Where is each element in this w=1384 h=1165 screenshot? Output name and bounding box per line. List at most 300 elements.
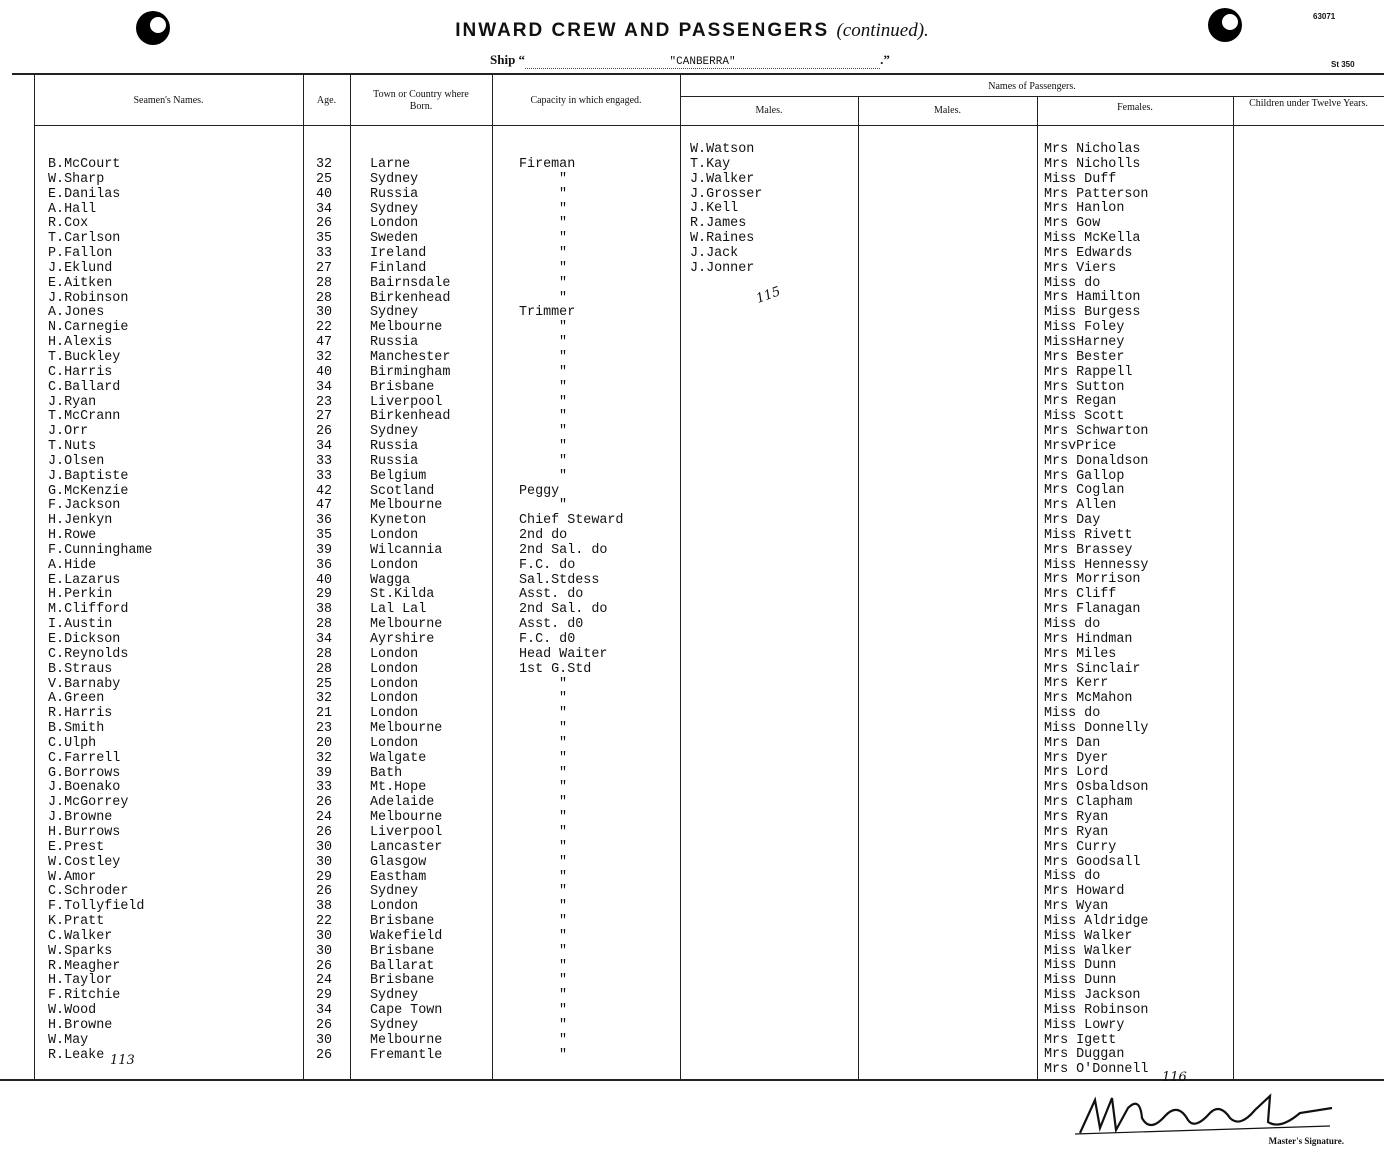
seaman-birthplace: Russia <box>370 453 419 469</box>
seaman-birthplace: Melbourne <box>370 721 443 737</box>
seaman-name: J.Robinson <box>48 290 129 306</box>
col-divider-3 <box>350 75 351 1079</box>
seaman-birthplace: Mt.Hope <box>370 780 427 796</box>
seaman-name: P.Fallon <box>48 246 113 262</box>
col-divider-6 <box>858 97 859 1079</box>
female-passenger: Mrs Sutton <box>1044 379 1125 395</box>
title-text: INWARD CREW AND PASSENGERS <box>455 20 830 41</box>
female-passenger: Miss do <box>1044 617 1101 632</box>
age-column <box>316 158 332 1063</box>
crew-count-note: 113 <box>110 1053 135 1068</box>
seaman-birthplace: Glasgow <box>370 854 427 870</box>
seaman-birthplace: Larne <box>370 157 411 172</box>
male-passenger: J.Walker <box>690 171 755 187</box>
seaman-birthplace: Lal Lal <box>370 602 427 618</box>
seaman-birthplace: St.Kilda <box>370 587 435 603</box>
seaman-name: E.Prest <box>48 839 105 855</box>
seaman-birthplace: Brisbane <box>370 943 435 959</box>
seaman-name: G.Borrows <box>48 765 121 781</box>
seaman-capacity: " <box>559 928 568 944</box>
female-passenger: Miss do <box>1044 275 1101 291</box>
seaman-name: R.Leake <box>48 1047 105 1063</box>
seaman-name: H.Burrows <box>48 824 121 840</box>
seaman-name: E.Danilas <box>48 186 121 202</box>
seaman-name: E.Aitken <box>48 275 113 291</box>
seaman-age: 34 <box>316 201 333 217</box>
seaman-name: R.Meagher <box>48 958 121 974</box>
seaman-name: B.McCourt <box>48 157 121 172</box>
seaman-capacity: " <box>559 275 568 291</box>
seaman-name: J.Eklund <box>48 260 113 276</box>
female-passenger: Mrs Goodsall <box>1044 854 1141 870</box>
seaman-capacity: " <box>559 424 568 440</box>
seaman-age: 47 <box>316 335 333 351</box>
seaman-capacity: " <box>559 379 568 395</box>
town-column <box>370 158 450 1063</box>
seaman-age: 40 <box>316 572 333 588</box>
seaman-age: 42 <box>316 483 333 499</box>
seaman-capacity: " <box>559 869 568 885</box>
seaman-name: H.Rowe <box>48 528 97 544</box>
seaman-capacity: " <box>559 1003 568 1019</box>
seaman-capacity: " <box>559 691 568 707</box>
seaman-capacity: " <box>559 914 568 930</box>
seaman-age: 30 <box>316 854 333 870</box>
seaman-age: 32 <box>316 691 333 707</box>
seaman-name: H.Alexis <box>48 335 113 351</box>
female-passenger: Mrs Gallop <box>1044 468 1125 484</box>
seaman-birthplace: London <box>370 661 419 677</box>
seaman-age: 28 <box>316 275 333 291</box>
female-passenger: Mrs Hamilton <box>1044 290 1141 306</box>
seaman-capacity: " <box>559 735 568 751</box>
female-passenger: Mrs Osbaldson <box>1044 780 1149 796</box>
female-passenger: Mrs Edwards <box>1044 245 1133 261</box>
seaman-name: H.Perkin <box>48 587 113 603</box>
seaman-capacity: Fireman <box>519 157 576 172</box>
seaman-capacity: " <box>559 364 568 380</box>
seaman-name: W.Sparks <box>48 943 113 959</box>
female-passenger: Miss Foley <box>1044 320 1125 336</box>
seaman-age: 26 <box>316 216 333 232</box>
seaman-name: J.McGorrey <box>48 795 129 811</box>
seaman-age: 26 <box>316 824 333 840</box>
seaman-age: 34 <box>316 379 333 395</box>
seaman-age: 29 <box>316 988 333 1004</box>
female-passenger: Miss Scott <box>1044 409 1125 425</box>
seaman-capacity: " <box>559 260 568 276</box>
seaman-age: 33 <box>316 468 333 484</box>
seaman-capacity: " <box>559 854 568 870</box>
female-passenger: Mrs Wyan <box>1044 899 1109 915</box>
seaman-capacity: " <box>559 973 568 989</box>
male-passenger: T.Kay <box>690 156 731 172</box>
seaman-birthplace: London <box>370 706 419 722</box>
seaman-capacity: Peggy <box>519 483 560 499</box>
female-passenger: Mrs Cliff <box>1044 587 1117 603</box>
header-females: Females. <box>1117 102 1153 113</box>
seaman-capacity: " <box>559 706 568 722</box>
header-town: Town or Country where Born. <box>373 89 469 112</box>
seaman-name: M.Clifford <box>48 602 129 618</box>
seaman-age: 38 <box>316 899 333 915</box>
seaman-capacity: " <box>559 171 568 187</box>
seaman-capacity: 2nd Sal. do <box>519 542 608 558</box>
seaman-age: 22 <box>316 914 333 930</box>
seaman-capacity: " <box>559 453 568 469</box>
header-passengers: Names of Passengers. <box>988 81 1076 92</box>
male-passenger: J.Jonner <box>690 260 755 276</box>
seaman-birthplace: Ireland <box>370 246 427 262</box>
seaman-birthplace: Melbourne <box>370 320 443 336</box>
ship-label: Ship “ <box>490 52 526 67</box>
seaman-name: B.Straus <box>48 661 113 677</box>
seaman-name: A.Jones <box>48 305 105 321</box>
seaman-age: 35 <box>316 231 333 247</box>
col-divider-7 <box>1037 97 1038 1079</box>
seaman-name: F.Jackson <box>48 498 121 514</box>
seaman-age: 24 <box>316 973 333 989</box>
header-bottom-rule <box>34 125 1384 126</box>
seaman-capacity: F.C. do <box>519 557 576 573</box>
seaman-name: J.Browne <box>48 810 113 826</box>
seaman-name: G.McKenzie <box>48 483 129 499</box>
seaman-name: R.Cox <box>48 216 89 232</box>
seaman-name: H.Jenkyn <box>48 513 113 529</box>
seaman-age: 40 <box>316 186 333 202</box>
female-passenger: Mrs Duggan <box>1044 1047 1125 1063</box>
seaman-birthplace: Wagga <box>370 572 411 588</box>
seaman-birthplace: London <box>370 899 419 915</box>
seaman-name: F.Ritchie <box>48 988 121 1004</box>
seaman-name: T.Nuts <box>48 439 97 455</box>
seaman-capacity: Asst. do <box>519 587 584 603</box>
seaman-capacity: Trimmer <box>519 305 576 321</box>
seaman-birthplace: Russia <box>370 335 419 351</box>
seaman-name: F.Tollyfield <box>48 899 145 915</box>
female-passenger: Mrs Donaldson <box>1044 453 1149 469</box>
seaman-capacity: 2nd do <box>519 528 568 544</box>
form-code: St 350 <box>1331 60 1355 69</box>
seaman-birthplace: Birmingham <box>370 364 451 380</box>
seaman-capacity: " <box>559 1047 568 1063</box>
seaman-birthplace: Ballarat <box>370 958 435 974</box>
seaman-name: W.Amor <box>48 869 97 885</box>
seaman-birthplace: Manchester <box>370 349 451 365</box>
female-passenger: Mrs Clapham <box>1044 795 1133 811</box>
seaman-birthplace: Bairnsdale <box>370 275 451 291</box>
seaman-name: I.Austin <box>48 617 113 633</box>
female-passenger: Mrs Lord <box>1044 765 1109 781</box>
seaman-birthplace: Eastham <box>370 869 427 885</box>
seaman-capacity: " <box>559 795 568 811</box>
seaman-name: C.Reynolds <box>48 646 129 662</box>
seaman-capacity: " <box>559 498 568 514</box>
seaman-age: 26 <box>316 958 333 974</box>
seaman-name: E.Lazarus <box>48 572 121 588</box>
female-passenger: Mrs Dyer <box>1044 750 1109 766</box>
male-count-note: 115 <box>754 284 783 307</box>
seaman-birthplace: Wakefield <box>370 928 443 944</box>
seaman-name: T.McCrann <box>48 409 121 425</box>
seaman-capacity: 1st G.Std <box>519 661 592 677</box>
seaman-birthplace: Birkenhead <box>370 409 451 425</box>
female-passenger: Miss McKella <box>1044 231 1141 247</box>
female-passenger: Miss do <box>1044 706 1101 722</box>
seaman-age: 30 <box>316 1032 333 1048</box>
seaman-birthplace: Ayrshire <box>370 632 435 647</box>
seaman-capacity: " <box>559 290 568 306</box>
seaman-age: 29 <box>316 869 333 885</box>
seaman-age: 26 <box>316 424 333 440</box>
seaman-age: 33 <box>316 453 333 469</box>
seaman-birthplace: London <box>370 646 419 662</box>
seaman-name: J.Orr <box>48 424 89 440</box>
seaman-birthplace: Russia <box>370 186 419 202</box>
seaman-age: 32 <box>316 157 333 172</box>
seaman-age: 24 <box>316 810 333 826</box>
seaman-capacity: " <box>559 988 568 1004</box>
seaman-age: 35 <box>316 528 333 544</box>
female-passenger: Mrs Curry <box>1044 839 1117 855</box>
seaman-name: H.Browne <box>48 1017 113 1033</box>
seaman-name: A.Hide <box>48 557 97 573</box>
female-passenger: Miss Walker <box>1044 928 1133 944</box>
female-passenger: Mrs Viers <box>1044 260 1117 276</box>
seaman-age: 26 <box>316 884 333 900</box>
female-passenger: Miss Jackson <box>1044 988 1141 1004</box>
seaman-capacity: " <box>559 676 568 692</box>
seaman-capacity: " <box>559 335 568 351</box>
seaman-name: J.Boenako <box>48 780 121 796</box>
col-divider-8 <box>1233 97 1234 1079</box>
seaman-capacity: Head Waiter <box>519 646 608 662</box>
female-passenger: Mrs O'Donnell <box>1044 1062 1149 1078</box>
master-signature <box>1070 1088 1340 1138</box>
female-passenger: Mrs Nicholls <box>1044 156 1141 172</box>
female-passenger: MissHarney <box>1044 334 1125 350</box>
col-divider-5 <box>680 75 681 1079</box>
seaman-birthplace: Sydney <box>370 305 419 321</box>
seaman-name: C.Ulph <box>48 735 97 751</box>
seaman-name: C.Walker <box>48 928 113 944</box>
seaman-birthplace: Melbourne <box>370 617 443 633</box>
seaman-birthplace: Russia <box>370 439 419 455</box>
seaman-birthplace: Melbourne <box>370 498 443 514</box>
female-passenger: Mrs Brassey <box>1044 542 1133 558</box>
seaman-age: 32 <box>316 349 333 365</box>
seaman-name: W.Wood <box>48 1003 97 1019</box>
seaman-capacity: " <box>559 231 568 247</box>
seaman-birthplace: Fremantle <box>370 1047 443 1063</box>
female-passenger: Mrs Sinclair <box>1044 661 1141 677</box>
seaman-age: 36 <box>316 513 333 529</box>
female-passenger: Mrs Schwarton <box>1044 424 1149 440</box>
seaman-capacity: " <box>559 1017 568 1033</box>
seaman-birthplace: London <box>370 676 419 692</box>
table-top-rule <box>12 73 1384 75</box>
male-passenger: W.Watson <box>690 142 755 157</box>
seaman-name: J.Baptiste <box>48 468 129 484</box>
female-passenger: MrsvPrice <box>1044 438 1117 454</box>
seaman-birthplace: Brisbane <box>370 973 435 989</box>
seaman-age: 36 <box>316 557 333 573</box>
female-passenger: Miss Donnelly <box>1044 720 1149 736</box>
seaman-age: 33 <box>316 780 333 796</box>
seaman-age: 28 <box>316 661 333 677</box>
seaman-capacity: Sal.Stdess <box>519 572 600 588</box>
seaman-age: 30 <box>316 943 333 959</box>
passenger-header-rule <box>680 96 1384 97</box>
seaman-age: 26 <box>316 1047 333 1063</box>
seaman-age: 28 <box>316 617 333 633</box>
page-title <box>0 20 1384 42</box>
female-passenger: Mrs Ryan <box>1044 824 1109 840</box>
female-passengers-column <box>1044 143 1148 1078</box>
seaman-name: J.Olsen <box>48 453 105 469</box>
female-passenger: Miss Rivett <box>1044 527 1133 543</box>
male-passengers-column <box>690 143 762 277</box>
seamen-names-column <box>48 158 152 1063</box>
seaman-name: J.Ryan <box>48 394 97 410</box>
seaman-capacity: " <box>559 824 568 840</box>
female-passenger: Miss Lowry <box>1044 1017 1125 1033</box>
ship-line <box>490 52 890 69</box>
seaman-capacity: " <box>559 780 568 796</box>
seaman-birthplace: Brisbane <box>370 914 435 930</box>
seaman-name: N.Carnegie <box>48 320 129 336</box>
seaman-age: 27 <box>316 260 333 276</box>
seaman-capacity: " <box>559 884 568 900</box>
seaman-age: 47 <box>316 498 333 514</box>
female-passenger: Mrs Miles <box>1044 646 1117 662</box>
seaman-birthplace: Sydney <box>370 884 419 900</box>
seaman-capacity: " <box>559 409 568 425</box>
seaman-age: 30 <box>316 305 333 321</box>
female-passenger: Miss Robinson <box>1044 1002 1149 1018</box>
seaman-birthplace: Adelaide <box>370 795 435 811</box>
seaman-age: 32 <box>316 750 333 766</box>
female-passenger: Mrs Patterson <box>1044 186 1149 202</box>
seaman-name: B.Smith <box>48 721 105 737</box>
seaman-age: 38 <box>316 602 333 618</box>
seaman-age: 39 <box>316 542 333 558</box>
seaman-age: 34 <box>316 439 333 455</box>
female-passenger: Mrs Flanagan <box>1044 602 1141 618</box>
seaman-age: 40 <box>316 364 333 380</box>
female-passenger: Miss do <box>1044 869 1101 885</box>
seaman-birthplace: Bath <box>370 765 403 781</box>
female-passenger: Mrs Dan <box>1044 735 1101 751</box>
female-passenger: Mrs Rappell <box>1044 364 1133 380</box>
female-passenger: Miss Aldridge <box>1044 913 1149 929</box>
female-passenger: Mrs Igett <box>1044 1032 1117 1048</box>
seaman-age: 23 <box>316 394 333 410</box>
female-passenger: Mrs Ryan <box>1044 809 1109 825</box>
seaman-capacity: " <box>559 201 568 217</box>
seaman-capacity: Asst. d0 <box>519 617 584 633</box>
seaman-age: 34 <box>316 1003 333 1019</box>
seaman-name: W.May <box>48 1032 89 1048</box>
seaman-birthplace: Finland <box>370 260 427 276</box>
seaman-capacity: " <box>559 721 568 737</box>
header-age: Age. <box>316 95 337 106</box>
seaman-name: E.Dickson <box>48 632 121 647</box>
seaman-capacity: " <box>559 349 568 365</box>
seaman-name: C.Ballard <box>48 379 121 395</box>
male-passenger: J.Jack <box>690 245 739 261</box>
seaman-birthplace: Belgium <box>370 468 427 484</box>
header-males-1: Males. <box>755 105 783 116</box>
seaman-birthplace: London <box>370 691 419 707</box>
female-passenger: Mrs Howard <box>1044 884 1125 900</box>
seaman-birthplace: Wilcannia <box>370 542 443 558</box>
ship-name: "CANBERRA" <box>525 56 880 69</box>
seaman-birthplace: Lancaster <box>370 839 443 855</box>
seaman-birthplace: Kyneton <box>370 513 427 529</box>
seaman-name: C.Farrell <box>48 750 121 766</box>
seaman-birthplace: Birkenhead <box>370 290 451 306</box>
seaman-birthplace: Brisbane <box>370 379 435 395</box>
seaman-birthplace: Sweden <box>370 231 419 247</box>
female-passenger: Miss Hennessy <box>1044 557 1149 573</box>
seaman-capacity: " <box>559 765 568 781</box>
seaman-age: 20 <box>316 735 333 751</box>
female-passenger: Mrs Morrison <box>1044 572 1141 588</box>
seaman-birthplace: Cape Town <box>370 1003 443 1019</box>
seaman-capacity: " <box>559 320 568 336</box>
title-suffix: (continued). <box>836 20 929 41</box>
seaman-capacity: " <box>559 186 568 202</box>
seaman-capacity: Chief Steward <box>519 513 624 529</box>
seaman-capacity: " <box>559 750 568 766</box>
female-passenger: Mrs Hanlon <box>1044 201 1125 217</box>
seaman-age: 26 <box>316 1017 333 1033</box>
seaman-age: 29 <box>316 587 333 603</box>
seaman-name: K.Pratt <box>48 914 105 930</box>
seaman-birthplace: Sydney <box>370 1017 419 1033</box>
seaman-age: 34 <box>316 632 333 647</box>
female-passenger: Mrs Allen <box>1044 498 1117 514</box>
female-passenger: Mrs Coglan <box>1044 483 1125 499</box>
seaman-age: 28 <box>316 290 333 306</box>
seaman-birthplace: Sydney <box>370 171 419 187</box>
female-passenger: Mrs Nicholas <box>1044 142 1141 157</box>
seaman-capacity: " <box>559 958 568 974</box>
male-passenger: J.Grosser <box>690 186 763 202</box>
female-count-note: 116 <box>1162 1070 1187 1085</box>
seaman-birthplace: London <box>370 557 419 573</box>
female-passenger: Mrs McMahon <box>1044 691 1133 707</box>
seaman-birthplace: Sydney <box>370 424 419 440</box>
header-males-2: Males. <box>934 105 961 116</box>
female-passenger: Miss Dunn <box>1044 958 1117 974</box>
female-passenger: Mrs Day <box>1044 513 1101 529</box>
col-divider-4 <box>492 75 493 1079</box>
seaman-name: F.Cunninghame <box>48 542 153 558</box>
female-passenger: Mrs Gow <box>1044 216 1101 232</box>
seaman-capacity: " <box>559 468 568 484</box>
seaman-capacity: " <box>559 943 568 959</box>
seaman-age: 21 <box>316 706 333 722</box>
header-capacity: Capacity in which engaged. <box>530 95 642 106</box>
seaman-age: 23 <box>316 721 333 737</box>
seaman-birthplace: London <box>370 216 419 232</box>
seaman-capacity: " <box>559 394 568 410</box>
seaman-name: W.Costley <box>48 854 121 870</box>
female-passenger: Miss Walker <box>1044 943 1133 959</box>
seaman-capacity: F.C. d0 <box>519 632 576 647</box>
